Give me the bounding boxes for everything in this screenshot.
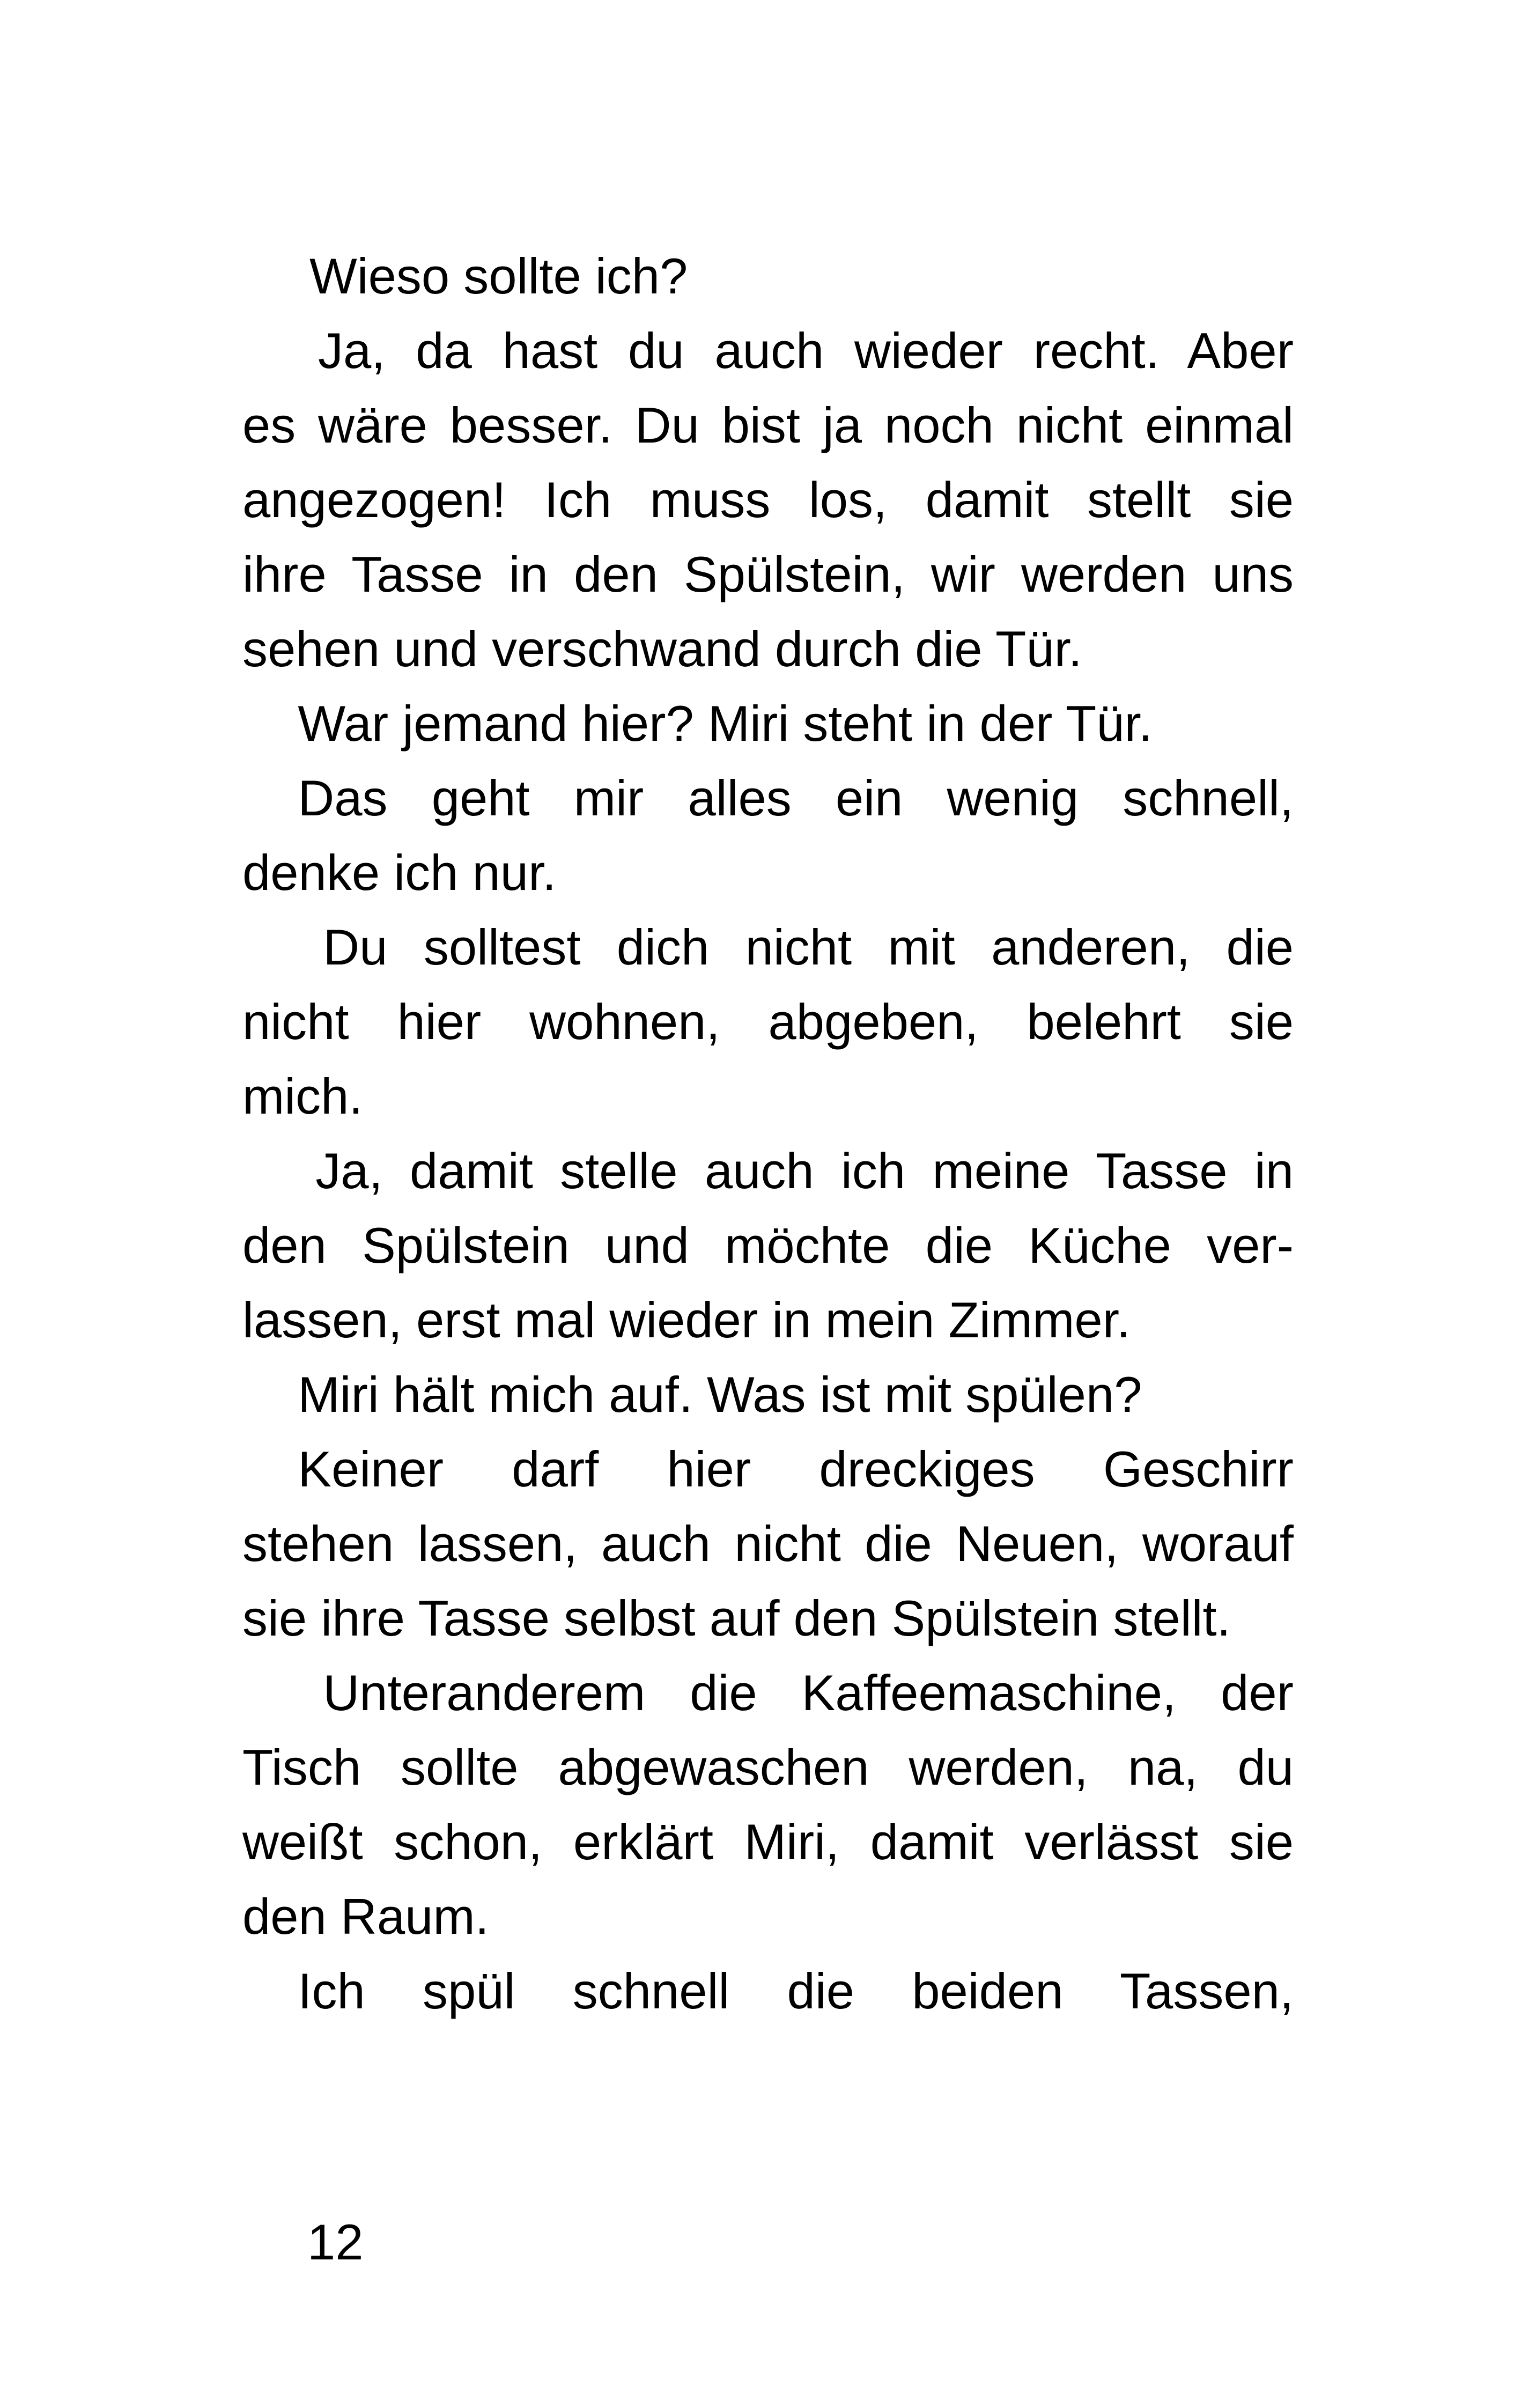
text-line: sie ihre Tasse selbst auf den Spülstein stellt.: [242, 1590, 1231, 1646]
text-line: denke ich nur.: [242, 844, 557, 901]
text-line: Das geht mir alles ein wenig schnell,: [298, 770, 1294, 826]
text-line: Unteranderem die Kaffeemaschine, der: [323, 1665, 1294, 1721]
text-line: den Spülstein und möchte die Küche ver-: [242, 1217, 1294, 1273]
text-line: lassen, erst mal wieder in mein Zimmer.: [242, 1292, 1131, 1348]
text-line: Wieso sollte ich?: [309, 248, 688, 304]
text-line: Miri hält mich auf. Was ist mit spülen?: [298, 1366, 1142, 1423]
text-line: Ja, da hast du auch wieder recht. Aber: [318, 322, 1294, 379]
text-line: weißt schon, erklärt Miri, damit verlässt sie: [242, 1814, 1294, 1870]
text-line: Du solltest dich nicht mit anderen, die: [323, 919, 1294, 975]
text-line: den Raum.: [242, 1888, 489, 1945]
page-number: 12: [307, 2214, 364, 2270]
text-line: ihre Tasse in den Spülstein, wir werden uns: [242, 546, 1294, 602]
text-line: Keiner darf hier dreckiges Geschirr: [298, 1441, 1294, 1497]
text-line: War jemand hier? Miri steht in der Tür.: [298, 695, 1153, 752]
text-line: Ich spül schnell die beiden Tassen,: [298, 1963, 1294, 2019]
text-line: nicht hier wohnen, abgeben, belehrt sie: [242, 993, 1294, 1050]
body-text: [242, 239, 1294, 2028]
text-line: stehen lassen, auch nicht die Neuen, worauf: [242, 1515, 1294, 1572]
text-line: Tisch sollte abgewaschen werden, na, du: [242, 1739, 1294, 1795]
text-line: mich.: [242, 1068, 363, 1124]
text-line: Ja, damit stelle auch ich meine Tasse in: [315, 1143, 1294, 1199]
text-line: angezogen! Ich muss los, damit stellt sie: [242, 472, 1294, 528]
text-line: sehen und verschwand durch die Tür.: [242, 621, 1082, 677]
text-line: es wäre besser. Du bist ja noch nicht einmal: [242, 397, 1294, 453]
